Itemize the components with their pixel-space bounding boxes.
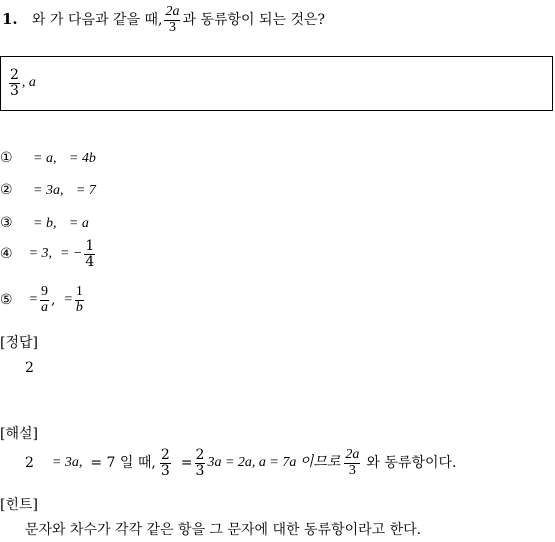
- hint-label: [힌트]: [0, 497, 38, 513]
- explanation-p1: = 3a,: [51, 455, 83, 470]
- explanation-f3-den: 3: [348, 462, 356, 478]
- option-5-comma: ,: [51, 292, 56, 308]
- option-5-text-b: =: [63, 292, 73, 307]
- option-4: [0, 234, 97, 274]
- option-1-text-a: = a,: [33, 151, 57, 166]
- option-5-frac1-num: 9: [41, 283, 49, 299]
- option-4-frac-num: 1: [85, 237, 95, 254]
- option-5-frac2-num: 1: [75, 283, 83, 299]
- option-5-frac1-den: a: [41, 299, 49, 315]
- given-frac-num: 2: [10, 67, 19, 83]
- explanation-line: [25, 443, 456, 483]
- question-fraction: [164, 5, 180, 35]
- answer-label: [정답]: [0, 335, 38, 351]
- given-content: [7, 68, 36, 98]
- option-2-text-a: = 3a,: [33, 183, 64, 198]
- option-2-marker: ②: [0, 182, 13, 198]
- option-5-marker: ⑤: [0, 292, 13, 308]
- question-number: 1.: [2, 10, 18, 28]
- option-4-frac-den: 4: [85, 253, 95, 270]
- explanation-num: 2: [25, 455, 34, 471]
- option-4-text-a: = 3,: [28, 246, 53, 261]
- option-3-marker: ③: [0, 215, 13, 231]
- option-1-text-b: = 4b: [68, 151, 96, 166]
- option-1-marker: ①: [0, 150, 13, 166]
- option-5: [0, 280, 86, 320]
- option-5-fraction-2: [75, 285, 84, 315]
- given-tail: , a: [21, 75, 36, 91]
- option-5-frac2-den: b: [75, 299, 83, 315]
- given-fraction: [9, 68, 20, 98]
- option-4-marker: ④: [0, 246, 13, 262]
- option-4-text-b: = −: [60, 246, 83, 261]
- given-frac-den: 3: [10, 82, 19, 99]
- explanation-f1-num: 2: [160, 446, 170, 463]
- explanation-f3-num: 2a: [345, 446, 360, 462]
- question-text-after: 과 동류항이 되는 것은?: [182, 12, 326, 28]
- explanation-p5: 와 동류항이다.: [366, 455, 457, 471]
- question-text: [32, 0, 325, 40]
- explanation-fraction-3: [344, 448, 360, 478]
- option-2: [0, 183, 96, 198]
- explanation-p3: =: [180, 455, 193, 471]
- explanation-label: [해설]: [0, 426, 38, 442]
- option-1: [0, 151, 96, 166]
- hint-text: 문자와 차수가 각각 같은 항을 그 문자에 대한 동류항이라고 한다.: [25, 522, 422, 538]
- explanation-f2-num: 2: [195, 446, 205, 463]
- option-5-text-a: =: [28, 292, 39, 307]
- given-box: [0, 56, 553, 111]
- explanation-f1-den: 3: [160, 462, 170, 479]
- explanation-fraction-2: [195, 448, 206, 478]
- option-2-text-b: = 7: [75, 183, 96, 198]
- option-3: [0, 216, 89, 231]
- question-frac-num: 2a: [165, 3, 180, 19]
- explanation-p2: = 7 일 때,: [90, 455, 156, 471]
- option-4-fraction: [84, 239, 95, 269]
- option-3-text-a: = b,: [33, 216, 57, 231]
- option-3-text-b: = a: [68, 216, 89, 231]
- question-text-before: 와 가 다음과 같을 때,: [32, 12, 163, 28]
- explanation-p4: 3a = 2a, a = 7a 이므로: [207, 455, 341, 470]
- question-frac-den: 3: [168, 19, 176, 35]
- option-5-fraction-1: [40, 285, 49, 315]
- explanation-f2-den: 3: [195, 462, 205, 479]
- answer-value: 2: [25, 360, 34, 376]
- explanation-fraction-1: [160, 448, 171, 478]
